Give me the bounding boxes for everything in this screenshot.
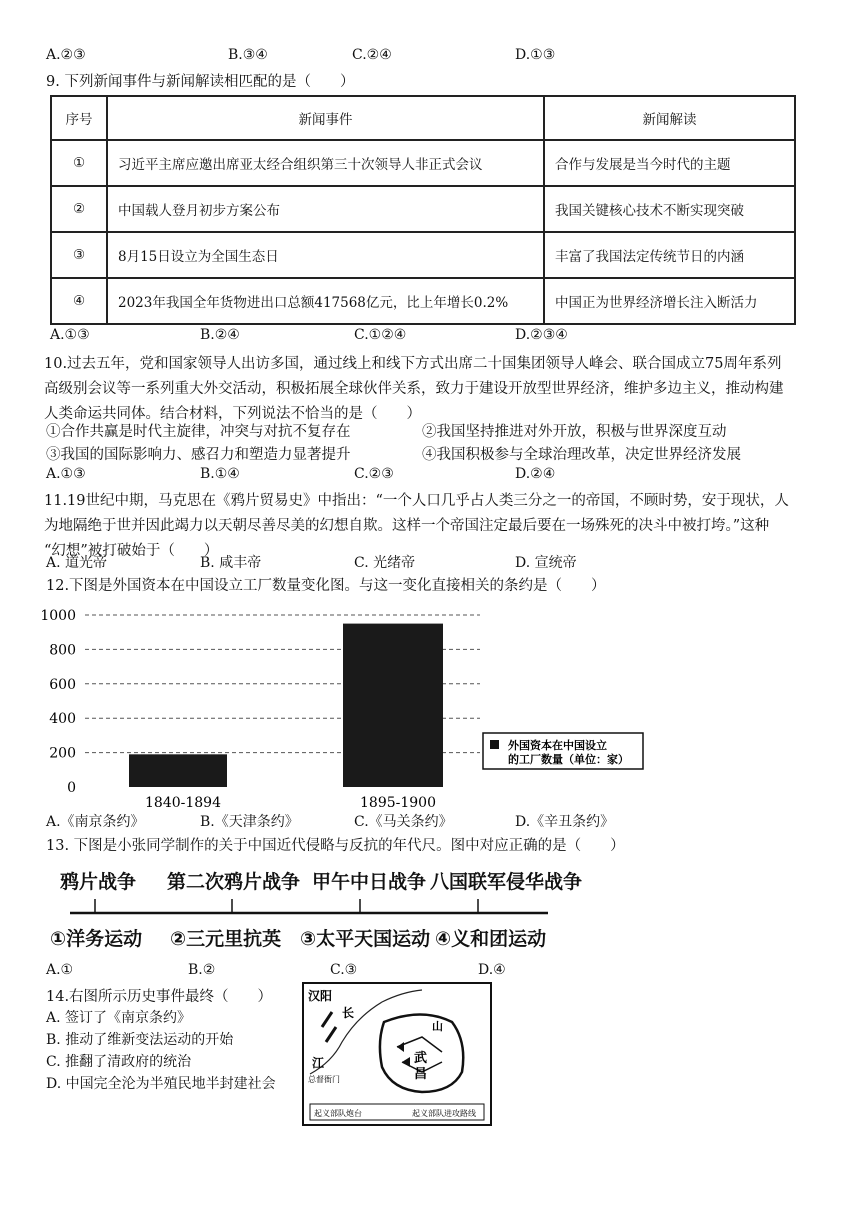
- q11-stem: [44, 489, 820, 564]
- q14-option-b: B. 推动了维新变法运动的开始: [46, 1032, 234, 1048]
- chart-y-ticks: [40, 608, 76, 796]
- row-no: ①: [51, 140, 107, 186]
- chart-bar-1840-1894: [129, 754, 227, 787]
- q13-option-c: C.③: [330, 962, 358, 978]
- table-row: [51, 278, 795, 324]
- row-event: 习近平主席应邀出席亚太经合组织第三十次领导人非正式会议: [107, 140, 544, 186]
- chart-bar-1895-1900: [343, 624, 443, 787]
- q10-line3: 人类命运共同体。结合材料，下列说法不恰当的是（ ）: [44, 406, 421, 422]
- q12-option-b: B.《天津条约》: [200, 814, 299, 830]
- q12-option-c: C.《马关条约》: [354, 814, 453, 830]
- table-header-row: [51, 96, 795, 140]
- map-legend-right: 起义部队进攻路线: [412, 1109, 476, 1118]
- q9-stem: 9. 下列新闻事件与新闻解读相匹配的是（ ）: [46, 74, 355, 90]
- row-no: ②: [51, 186, 107, 232]
- table-row: [51, 232, 795, 278]
- factory-bar-chart: [40, 600, 680, 815]
- map-label-chang2: 昌: [414, 1067, 428, 1082]
- chart-y-tick-label: 0: [67, 780, 76, 796]
- map-label-hanyang: 汉阳: [308, 989, 333, 1003]
- q10-stem: [44, 352, 820, 427]
- q13-stem: 13. 下图是小张同学制作的关于中国近代侵略与反抗的年代尺。图中对应正确的是（ ）: [46, 838, 625, 854]
- map-label-wu: 武: [414, 1051, 428, 1066]
- chart-x-tick-label: 1895-1900: [360, 795, 436, 811]
- q13-option-d: D.④: [478, 962, 506, 978]
- row-event: 中国载人登月初步方案公布: [107, 186, 544, 232]
- q8-option-d: D.①③: [515, 47, 556, 63]
- chart-bars: [129, 624, 443, 787]
- q11-option-a: A. 道光帝: [46, 555, 108, 571]
- chart-y-tick-label: 400: [49, 711, 76, 728]
- q10-option-d: D.②④: [515, 466, 556, 482]
- map-label-jiang: 江: [312, 1056, 325, 1070]
- chart-y-tick-label: 200: [49, 745, 76, 762]
- chart-y-tick-label: 600: [49, 676, 76, 693]
- row-no: ④: [51, 278, 107, 324]
- table-row: [51, 186, 795, 232]
- q9-option-b: B.②④: [200, 327, 240, 343]
- q11-option-b: B. 咸丰帝: [200, 555, 262, 571]
- q9-option-d: D.②③④: [515, 327, 568, 343]
- header-reading: 新闻解读: [544, 96, 795, 140]
- q10-line2: 高级别会议等一系列重大外交活动，积极拓展全球伙伴关系，致力于建设开放型世界经济，维护多边主义，推动构建: [44, 381, 784, 397]
- row-reading: 中国正为世界经济增长注入断活力: [544, 278, 795, 324]
- q10-option-c: C.②③: [354, 466, 394, 482]
- chart-legend-swatch: [490, 740, 499, 749]
- row-event: 2023年我国全年货物进出口总额417568亿元，比上年增长0.2%: [107, 278, 544, 324]
- q13-option-b: B.②: [188, 962, 216, 978]
- q8-option-c: C.②④: [352, 47, 392, 63]
- q11-option-c: C. 光绪帝: [354, 555, 416, 571]
- chart-y-tick-label: 1000: [40, 608, 76, 624]
- chart-x-ticks: [145, 795, 436, 811]
- map-label-shan: 山: [432, 1020, 443, 1033]
- q10-line1: 10.过去五年，党和国家领导人出访多国，通过线上和线下方式出席二十国集团领导人峰会、联合国成立75周年系列: [44, 356, 782, 372]
- q11-option-d: D. 宣统帝: [515, 555, 577, 571]
- map-label-left-bottom: 总督衙门: [308, 1075, 340, 1084]
- chart-legend-line1: 外国资本在中国设立: [508, 739, 607, 752]
- timeline-top-4: 八国联军侵华战争: [430, 871, 583, 893]
- news-table: [50, 95, 796, 325]
- q11-line1: 11.19世纪中期，马克思在《鸦片贸易史》中指出：“一个人口几乎占人类三分之一的帝国，不顾时势，安于现状，人: [44, 493, 789, 509]
- timeline-top-2: 第二次鸦片战争: [167, 871, 301, 893]
- q9-option-c: C.①②④: [354, 327, 407, 343]
- q14-option-d: D. 中国完全沦为半殖民地半封建社会: [46, 1076, 276, 1092]
- header-event: 新闻事件: [107, 96, 544, 140]
- q14-option-c: C. 推翻了清政府的统治: [46, 1054, 192, 1070]
- chart-y-tick-label: 800: [49, 642, 76, 659]
- q12-option-a: A.《南京条约》: [46, 814, 145, 830]
- q14-option-a: A. 签订了《南京条约》: [46, 1010, 192, 1026]
- q11-line2: 为地隔绝于世并因此竭力以天朝尽善尽美的幻想自欺。这样一个帝国注定最后要在一场殊死的决斗中被打垮。”这种: [44, 518, 770, 534]
- q9-option-a: A.①③: [50, 327, 90, 343]
- row-reading: 我国关键核心技术不断实现突破: [544, 186, 795, 232]
- q10-statement-4: ④我国积极参与全球治理改革，决定世界经济发展: [422, 447, 741, 463]
- q14-stem: 14.右图所示历史事件最终（ ）: [46, 989, 273, 1005]
- map-label-chang: 长: [342, 1006, 355, 1020]
- header-no: 序号: [51, 96, 107, 140]
- q10-option-b: B.①④: [200, 466, 240, 482]
- table-row: [51, 140, 795, 186]
- q10-statement-2: ②我国坚持推进对外开放，积极与世界深度互动: [422, 424, 727, 440]
- q10-statement-1: ①合作共赢是时代主旋律，冲突与对抗不复存在: [46, 424, 351, 440]
- wuchang-uprising-map: [302, 982, 492, 1126]
- timeline-bottom-2: ②三元里抗英: [170, 928, 282, 950]
- row-event: 8月15日设立为全国生态日: [107, 232, 544, 278]
- timeline-top-1: 鸦片战争: [60, 871, 137, 893]
- q12-option-d: D.《辛丑条约》: [515, 814, 615, 830]
- q8-option-b: B.③④: [228, 47, 268, 63]
- q10-option-a: A.①③: [46, 466, 86, 482]
- chart-legend-line2: 的工厂数量（单位：家）: [508, 753, 629, 766]
- q11-line3: “幻想”被打破始于（ ）: [44, 543, 219, 559]
- q12-stem: 12.下图是外国资本在中国设立工厂数量变化图。与这一变化直接相关的条约是（ ）: [46, 578, 606, 594]
- row-no: ③: [51, 232, 107, 278]
- timeline-bottom-3: ③太平天国运动: [300, 928, 431, 950]
- q8-option-a: A.②③: [46, 47, 86, 63]
- q13-option-a: A.①: [46, 962, 74, 978]
- q10-statement-3: ③我国的国际影响力、感召力和塑造力显著提升: [46, 447, 351, 463]
- timeline-top-3: 甲午中日战争: [312, 871, 427, 893]
- timeline-axis: [60, 893, 560, 923]
- row-reading: 合作与发展是当今时代的主题: [544, 140, 795, 186]
- timeline-bottom-4: ④义和团运动: [435, 928, 547, 950]
- timeline-bottom-1: ①洋务运动: [50, 928, 143, 950]
- map-legend-left: 起义部队炮台: [314, 1109, 362, 1118]
- chart-x-tick-label: 1840-1894: [145, 795, 221, 811]
- row-reading: 丰富了我国法定传统节日的内涵: [544, 232, 795, 278]
